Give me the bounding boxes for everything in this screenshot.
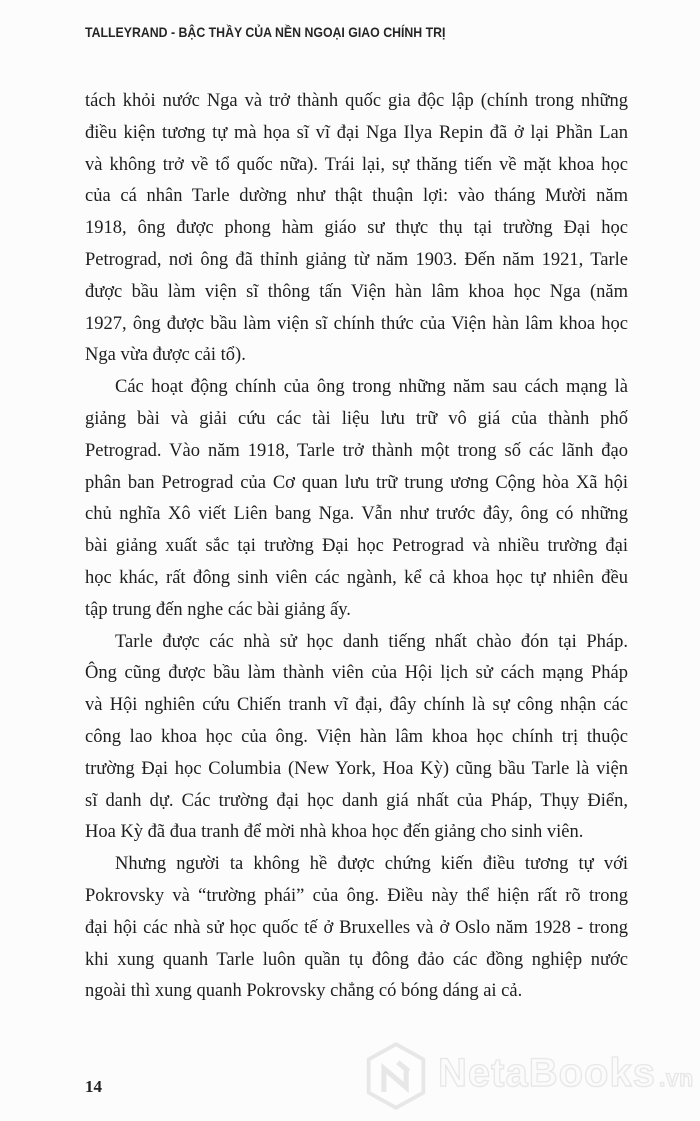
text-line: Các hoạt động chính của ông trong những năm sau cách mạng là xyxy=(115,377,628,398)
text-line: Pokrovsky và “trường phái” của ông. Điều này thể hiện rất rõ trong xyxy=(85,885,628,906)
text-line: chủ nghĩa Xô viết Liên bang Nga. Vẫn như trước đây, ông có những xyxy=(85,504,628,525)
text-line: bài giảng xuất sắc tại trường Đại học Petrograd và nhiều trường đại xyxy=(85,536,628,557)
text-line: của cá nhân Tarle dường như thật thuận lợi: vào tháng Mười năm xyxy=(85,186,628,207)
text-line: Nhưng người ta không hề được chứng kiến điều tương tự với xyxy=(115,854,628,875)
watermark-text xyxy=(438,1038,694,1113)
text-line: 1927, ông được bầu làm viện sĩ chính thức của Viện hàn lâm khoa học xyxy=(85,313,628,334)
text-line: Hoa Kỳ đã đua tranh để mời nhà khoa học đến giảng cho sinh viên. xyxy=(85,822,584,843)
netabooks-watermark xyxy=(364,1038,694,1113)
text-line: tập trung đến nghe các bài giảng ấy. xyxy=(85,599,351,620)
text-line: đại hội các nhà sử học quốc tế ở Bruxelles và ở Oslo năm 1928 - trong xyxy=(85,917,628,938)
netabooks-hexagon-logo-icon xyxy=(364,1041,428,1111)
text-line: Tarle được các nhà sử học danh tiếng nhất chào đón tại Pháp. xyxy=(115,631,628,652)
text-line: Nga vừa được cải tổ). xyxy=(85,345,246,366)
text-line: trường Đại học Columbia (New York, Hoa Kỳ) cũng bầu Tarle là viện xyxy=(85,758,628,779)
watermark-brand: NetaBooks xyxy=(438,1051,656,1095)
text-line: khi xung quanh Tarle luôn quần tụ đông đảo các đồng nghiệp nước xyxy=(85,949,628,970)
text-line: Ông cũng được bầu làm thành viên của Hội lịch sử cách mạng Pháp xyxy=(85,663,628,684)
watermark-tld: .vn xyxy=(658,1065,694,1091)
text-line: điều kiện tương tự mà họa sĩ vĩ đại Nga Ilya Repin đã ở lại Phần Lan xyxy=(85,122,628,143)
text-line: công lao khoa học của ông. Viện hàn lâm khoa học chính trị thuộc xyxy=(85,726,628,747)
text-line: sĩ danh dự. Các trường đại học danh giá nhất của Pháp, Thụy Điển, xyxy=(85,790,628,811)
text-line: 1918, ông được phong hàm giáo sư thực thụ tại trường Đại học xyxy=(85,218,628,239)
running-header: TALLEYRAND - BẬC THẦY CỦA NỀN NGOẠI GIAO CHÍNH TRỊ xyxy=(85,24,446,40)
text-line: ngoài thì xung quanh Pokrovsky chẳng có bóng dáng ai cả. xyxy=(85,981,523,1002)
text-line: và Hội nghiên cứu Chiến tranh vĩ đại, đây chính là sự công nhận các xyxy=(85,695,628,716)
text-line: tách khỏi nước Nga và trở thành quốc gia độc lập (chính trong những xyxy=(85,91,628,111)
text-line: Petrograd. Vào năm 1918, Tarle trở thành một trong số các lãnh đạo xyxy=(85,440,628,461)
text-line: được bầu làm viện sĩ thông tấn Viện hàn lâm khoa học Nga (năm xyxy=(85,281,628,302)
body-text xyxy=(85,86,628,1008)
text-line: giảng bài và giải cứu các tài liệu lưu trữ vô giá của thành phố xyxy=(85,408,628,429)
text-line: Petrograd, nơi ông đã thỉnh giảng từ năm 1903. Đến năm 1921, Tarle xyxy=(85,249,628,270)
text-line: học khác, rất đông sinh viên các ngành, kể cả khoa học tự nhiên đều xyxy=(85,567,628,588)
page-number: 14 xyxy=(85,1077,102,1096)
text-line: phân ban Petrograd của Cơ quan lưu trữ trung ương Cộng hòa Xã hội xyxy=(85,472,628,493)
text-line: và không trở về tổ quốc nữa). Trái lại, sự thăng tiến về mặt khoa học xyxy=(85,154,628,175)
